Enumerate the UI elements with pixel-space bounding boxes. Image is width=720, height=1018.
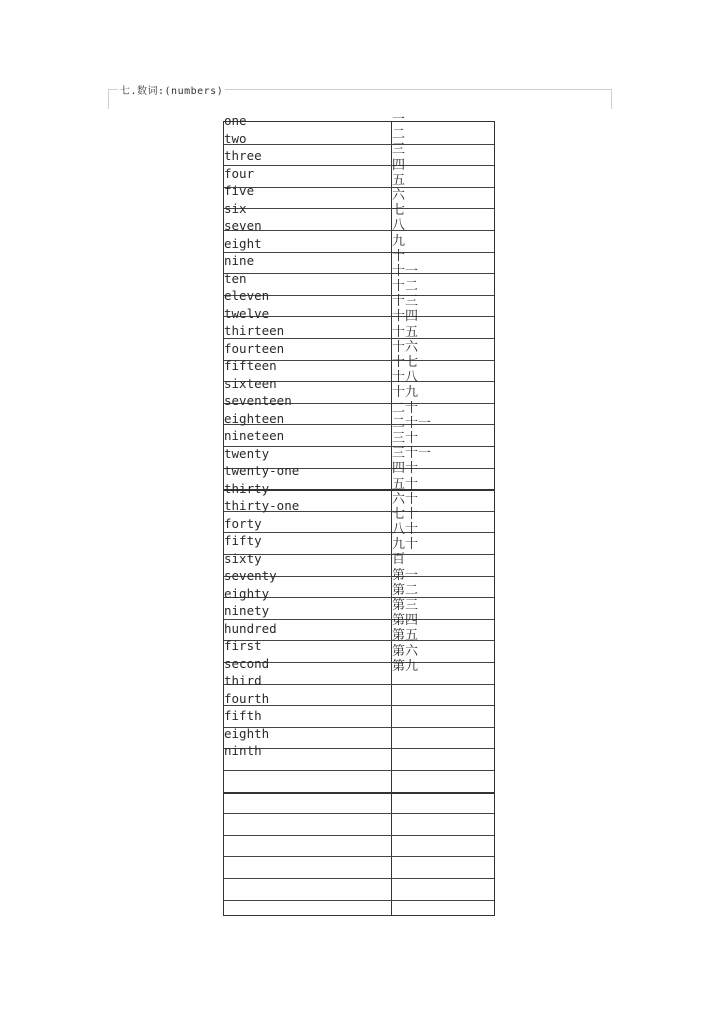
- chinese-word: 第九: [392, 658, 419, 674]
- chinese-word: 六十: [392, 491, 419, 507]
- english-word: hundred: [224, 620, 277, 636]
- english-word: eighth: [224, 725, 270, 741]
- english-word: first: [224, 638, 262, 653]
- chinese-word: 五十: [392, 476, 419, 492]
- chinese-word: 十二: [392, 279, 419, 295]
- chinese-word: 八十: [392, 522, 419, 538]
- table-row-line: [224, 813, 494, 814]
- english-word: six: [224, 200, 247, 216]
- chinese-word: 九: [392, 233, 406, 249]
- table-row-line: [224, 900, 494, 901]
- english-word: fourth: [224, 690, 270, 706]
- english-word: one: [224, 113, 247, 128]
- english-column: [224, 112, 394, 760]
- chinese-word: 四: [392, 157, 406, 173]
- english-word: twenty-one: [224, 463, 300, 478]
- section-heading: 七.数词:(numbers): [118, 82, 225, 97]
- english-word: three: [224, 148, 262, 163]
- chinese-word: 八: [392, 218, 406, 234]
- chinese-word: 三十: [392, 430, 419, 446]
- chinese-word: 二十: [392, 400, 419, 416]
- chinese-word: 十四: [392, 309, 419, 325]
- chinese-word: 十五: [392, 324, 419, 340]
- english-word: sixty: [224, 550, 262, 566]
- chinese-word: 一: [392, 112, 406, 127]
- chinese-word: 二: [392, 127, 406, 143]
- english-word: thirty-one: [224, 498, 300, 513]
- table-row-line: [224, 792, 494, 794]
- english-word: forty: [224, 515, 262, 531]
- english-word: seventeen: [224, 393, 292, 408]
- english-word: twelve: [224, 305, 270, 321]
- english-word: fifth: [224, 708, 262, 723]
- table-row-line: [224, 878, 494, 879]
- english-word: twenty: [224, 445, 270, 461]
- chinese-word: 十六: [392, 339, 419, 355]
- chinese-word: 第一: [392, 567, 419, 583]
- english-word: thirty: [224, 480, 270, 496]
- chinese-word: 十一: [392, 263, 419, 279]
- english-word: four: [224, 165, 255, 181]
- chinese-word: 十七: [392, 355, 419, 370]
- english-word: ten: [224, 270, 247, 286]
- chinese-word: 十八: [392, 370, 419, 386]
- english-word: fifty: [224, 533, 262, 548]
- english-word: second: [224, 655, 270, 671]
- chinese-word: 第三: [392, 598, 419, 613]
- english-word: seven: [224, 218, 262, 233]
- chinese-word: 第五: [392, 628, 419, 644]
- table-row-line: [224, 835, 494, 836]
- chinese-word: 七: [392, 203, 406, 219]
- english-word: ninety: [224, 603, 270, 618]
- english-word: nine: [224, 253, 255, 268]
- chinese-word: 第四: [392, 613, 419, 629]
- english-word: seventy: [224, 568, 277, 583]
- english-word: eighteen: [224, 410, 285, 426]
- english-word: two: [224, 130, 247, 146]
- chinese-word: 五: [392, 172, 406, 188]
- chinese-word: 三十一: [392, 446, 432, 462]
- english-word: nineteen: [224, 428, 285, 443]
- table-row-line: [224, 856, 494, 857]
- chinese-word: 第六: [392, 643, 419, 659]
- english-word: ninth: [224, 743, 262, 758]
- chinese-word: 二十一: [392, 415, 432, 431]
- english-word: thirteen: [224, 323, 285, 338]
- english-word: sixteen: [224, 375, 277, 391]
- chinese-word: 百: [392, 552, 406, 568]
- chinese-column: [392, 112, 492, 674]
- chinese-word: 四十: [392, 461, 419, 477]
- english-word: eleven: [224, 288, 270, 303]
- chinese-word: 第二: [392, 582, 419, 598]
- chinese-word: 七十: [392, 506, 419, 522]
- english-word: eight: [224, 235, 262, 251]
- english-word: fourteen: [224, 340, 285, 356]
- english-word: fifteen: [224, 358, 277, 373]
- chinese-word: 九十: [392, 537, 419, 553]
- english-word: third: [224, 673, 262, 688]
- chinese-word: 十三: [392, 294, 419, 310]
- chinese-word: 十: [392, 248, 406, 264]
- chinese-word: 十九: [392, 385, 419, 401]
- table-row-line: [224, 770, 494, 771]
- chinese-word: 六: [392, 187, 406, 203]
- english-word: eighty: [224, 585, 270, 601]
- chinese-word: 三: [392, 142, 406, 158]
- english-word: five: [224, 183, 255, 198]
